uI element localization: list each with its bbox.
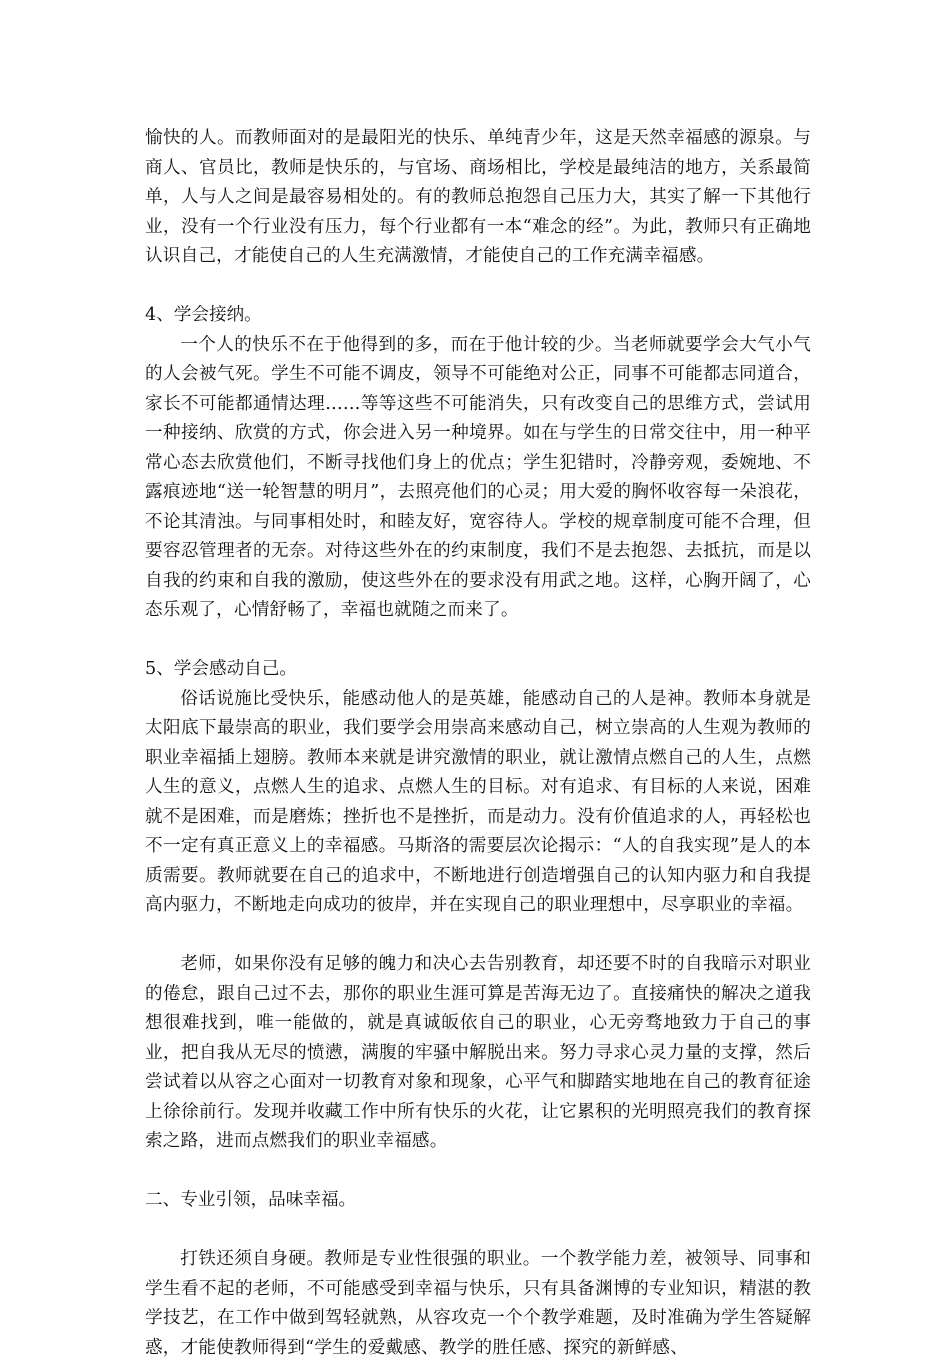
spacer (145, 921, 811, 951)
spacer (145, 272, 811, 302)
paragraph-accept: 一个人的快乐不在于他得到的多，而在于他计较的少。当老师就要学会大气小气的人会被气死。学生不可能不调皮，领导不可能绝对公正，同事不可能都志同道合，家长不可能都通情达理……等等这些不可能消失，只有改变自己的思维方式，尝试用一种接纳、欣赏的方式，你会进入另一种境界。如在与学生的日常交往中，用一种平常心态去欣赏他们，不断寻找他们身上的优点；学生犯错时，冷静旁观，委婉地、不露痕迹地“送一轮智慧的明月”，去照亮他们的心灵；用大爱的胸怀收容每一朵浪花，不论其清浊。与同事相处时，和睦友好，宽容待人。学校的规章制度可能不合理，但要容忍管理者的无奈。对待这些外在的约束制度，我们不是去抱怨、去抵抗，而是以自我的约束和自我的激励，使这些外在的要求没有用武之地。这样，心胸开阔了，心态乐观了，心情舒畅了，幸福也就随之而来了。 (145, 334, 811, 620)
paragraph-self-moving: 俗话说施比受快乐，能感动他人的是英雄，能感动自己的人是神。教师本身就是太阳底下最崇高的职业，我们要学会用崇高来感动自己，树立崇高的人生观为教师的职业幸福插上翅膀。教师本来就是讲究激情的职业，就让激情点燃自己的人生，点燃人生的意义，点燃人生的追求、点燃人生的目标。对有追求、有目标的人来说，困难就不是困难，而是磨炼；挫折也不是挫折，而是动力。没有价值追求的人，再轻松也不一定有真正意义上的幸福感。马斯洛的需要层次论揭示：“人的自我实现”是人的本质需要。教师就要在自己的追求中，不断地进行创造增强自己的认知内驱力和自我提高内驱力，不断地走向成功的彼岸，并在实现自己的职业理想中，尽享职业的幸福。 (145, 688, 811, 915)
paragraph-teacher-advice: 老师，如果你没有足够的魄力和决心去告别教育，却还要不时的自我暗示对职业的倦怠，跟自己过不去，那你的职业生涯可算是苦海无边了。直接痛快的解决之道我想很难找到，唯一能做的，就是真诚皈依自己的职业，心无旁骛地致力于自己的事业，把自我从无尽的愤懑，满腹的牢骚中解脱出来。努力寻求心灵力量的支撑，然后尝试着以从容之心面对一切教育对象和现象，心平气和脚踏实地地在自己的教育征途上徐徐前行。发现并收藏工作中所有快乐的火花，让它累积的光明照亮我们的教育探索之路，进而点燃我们的职业幸福感。 (145, 954, 811, 1151)
paragraph-professional: 打铁还须自身硬。教师是专业性很强的职业。一个教学能力差，被领导、同事和学生看不起的老师，不可能感受到幸福与快乐，只有具备渊博的专业知识，精湛的教学技艺，在工作中做到驾轻就熟，从容攻克一个个教学难题，及时准确为学生答疑解惑，才能使教师得到“学生的爱戴感、教学的胜任感、探究的新鲜感、 (145, 1249, 811, 1358)
chapter-heading-2: 二、专业引领，品味幸福。 (145, 1190, 357, 1210)
spacer (145, 626, 811, 656)
spacer (145, 1216, 811, 1246)
document-body (145, 124, 811, 1363)
paragraph-intro: 愉快的人。而教师面对的是最阳光的快乐、单纯青少年，这是天然幸福感的源泉。与商人、官员比，教师是快乐的，与官场、商场相比，学校是最纯洁的地方，关系最简单，人与人之间是最容易相处的。有的教师总抱怨自己压力大，其实了解一下其他行业，没有一个行业没有压力，每个行业都有一本“难念的经”。为此，教师只有正确地认识自己，才能使自己的人生充满激情，才能使自己的工作充满幸福感。 (145, 128, 811, 266)
section-heading-5: 5、学会感动自己。 (145, 659, 297, 679)
spacer (145, 1157, 811, 1187)
section-heading-4: 4、学会接纳。 (145, 305, 262, 325)
